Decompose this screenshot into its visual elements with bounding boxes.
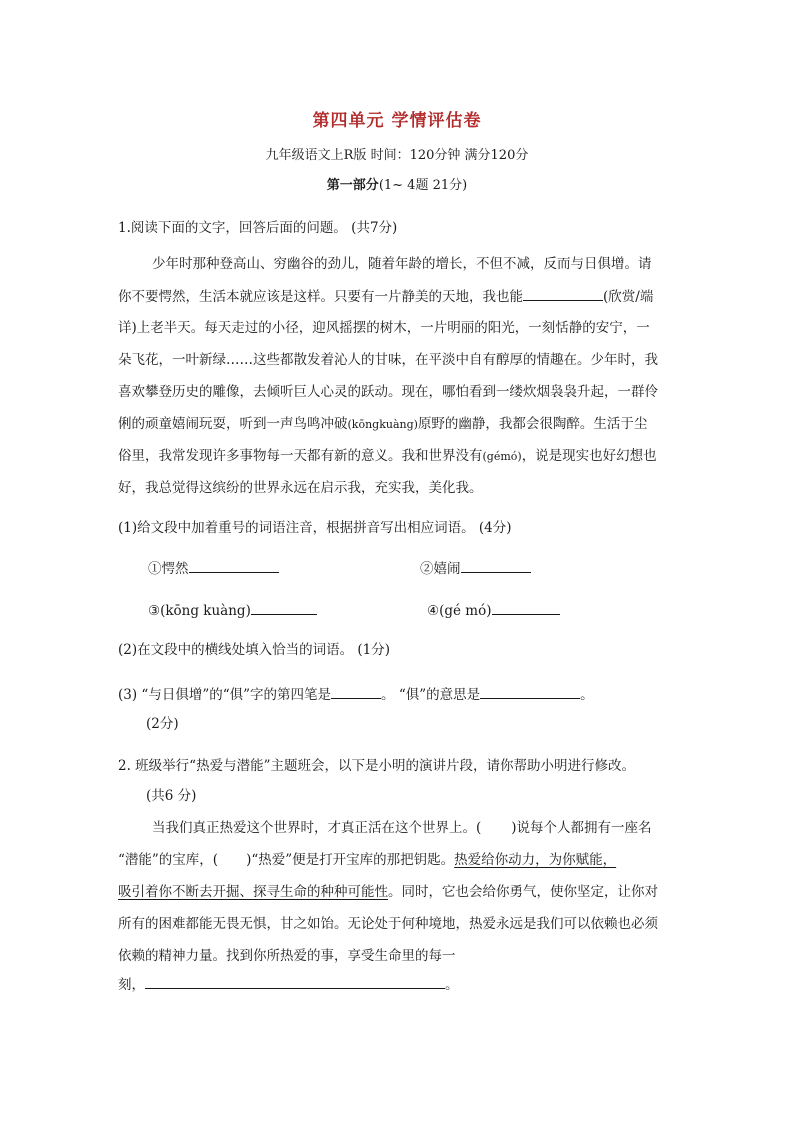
page-title: 第四单元 学情评估卷 — [312, 111, 482, 131]
exam-info: 九年级语文上R版 时间：120分钟 满分120分 — [265, 148, 529, 163]
q2-stem: 2. 班级举行“热爱与潜能”主题班会，以下是小明的演讲片段，请你帮助小明进行修改。 — [118, 758, 635, 774]
q1-item-1 — [148, 558, 279, 579]
q1-passage-text: ，说是现实也好幻想也 — [521, 448, 657, 464]
q2-underlined-text: 热爱给你动力，为你赋能， — [454, 852, 617, 868]
q2-line-6 — [118, 974, 459, 995]
q2-text: 当我们真正热爱这个世界时，才真正活在这个世界上。( — [152, 820, 482, 836]
q2-line-3 — [118, 882, 658, 902]
q1-passage-line-8: 好，我总觉得这缤纷的世界永远在启示我，充实我，美化我。 — [118, 480, 483, 496]
item-label: ④(gé mó) — [427, 603, 492, 619]
answer-blank[interactable] — [492, 600, 560, 615]
section-heading — [0, 174, 794, 193]
q2-text: “潜能”的宝库，( — [118, 852, 219, 868]
answer-blank[interactable] — [331, 684, 381, 699]
q1-stem: 1.阅读下面的文字，回答后面的问题。 (共7分) — [118, 220, 398, 236]
q1-passage-text: 原野的幽静，我都会很陶醉。生活于尘 — [417, 416, 648, 432]
answer-blank[interactable] — [461, 558, 531, 573]
q1-passage-text: 俐的顽童嬉闹玩耍，听到一声鸟鸣冲破 — [118, 416, 348, 432]
q2-text: 刻， — [118, 977, 145, 993]
q1-item-2 — [420, 558, 531, 579]
q1-passage-text: (欣赏/端 — [603, 289, 654, 305]
q2-line-2 — [118, 850, 616, 870]
q1-sub3-text: 。 — [580, 687, 594, 703]
answer-blank[interactable] — [480, 684, 580, 699]
pinyin-kongkuang: (kōngkuàng) — [347, 418, 418, 431]
q1-passage-line-5: 喜欢攀登历史的雕像，去倾听巨人心灵的跃动。现在，哪怕看到一缕炊烟袅袅升起，一群伶 — [118, 384, 658, 400]
q1-sub3-score: (2分) — [146, 716, 179, 732]
q1-sub3 — [118, 684, 594, 705]
q1-passage-line-3: 详)上老半天。每天走过的小径，迎风摇摆的树木，一片明丽的阳光，一刻恬静的安宁，一 — [118, 320, 650, 336]
q1-passage-line-7 — [118, 446, 657, 467]
item-label: ②嬉闹 — [420, 561, 461, 577]
q1-sub3-text: 。 “俱”的意思是 — [381, 687, 481, 703]
item-label: ③(kōng kuàng) — [148, 603, 251, 619]
q1-fill-blank[interactable] — [523, 286, 603, 301]
q1-sub1: (1)给文段中加着重号的词语注音，根据拼音写出相应词语。 (4分) — [118, 520, 512, 536]
q1-passage-text: 你不要愕然，生活本就应该是这样。只要有一片静美的天地，我也能 — [118, 289, 523, 305]
q1-passage-line-6 — [118, 414, 647, 435]
q1-item-4 — [427, 600, 560, 621]
q2-text: )说每个人都拥有一座名 — [511, 820, 652, 836]
item-label: ①愕然 — [148, 561, 189, 577]
section-range: (1~ 4题 21分) — [378, 178, 468, 193]
pinyin-gemo: (gémó) — [482, 450, 522, 463]
q1-passage-line-4: 朵飞花，一叶新绿……这些都散发着沁人的甘味，在平淡中自有醇厚的情趣在。少年时，我 — [118, 352, 658, 368]
q1-sub2: (2)在文段中的横线处填入恰当的词语。 (1分) — [118, 642, 391, 658]
q1-passage-text: 俗里，我常发现许多事物每一天都有新的意义。我和世界没有 — [118, 448, 483, 464]
answer-blank[interactable] — [251, 600, 317, 615]
q2-text: 。 — [445, 977, 459, 993]
answer-blank[interactable] — [189, 558, 279, 573]
q2-text: 。同时，它也会给你勇气，使你坚定，让你对 — [388, 884, 658, 900]
q2-text: )“热爱”便是打开宝库的那把钥匙。 — [246, 852, 455, 868]
q2-underlined-text: 吸引着你不断去开掘、探寻生命的种种可能性 — [118, 884, 388, 900]
q1-sub3-text: (3) “与日俱增”的“俱”字的第四笔是 — [118, 687, 332, 703]
q2-score: (共6 分) — [146, 788, 197, 804]
q2-line-5: 依赖的精神力量。找到你所热爱的事，享受生命里的每一 — [118, 948, 456, 964]
section-label: 第一部分 — [326, 178, 379, 193]
q1-item-3 — [148, 600, 317, 621]
q2-line-4: 所有的困难都能无畏无惧，甘之如饴。无论处于何种境地，热爱永远是我们可以依赖也必须 — [118, 916, 658, 932]
q1-passage-line-1: 少年时那种登高山、穷幽谷的劲儿，随着年龄的增长，不但不减，反而与日俱增。请 — [152, 256, 652, 272]
answer-blank[interactable] — [145, 974, 445, 989]
q2-line-1 — [152, 818, 652, 838]
q1-passage-line-2 — [118, 286, 653, 307]
